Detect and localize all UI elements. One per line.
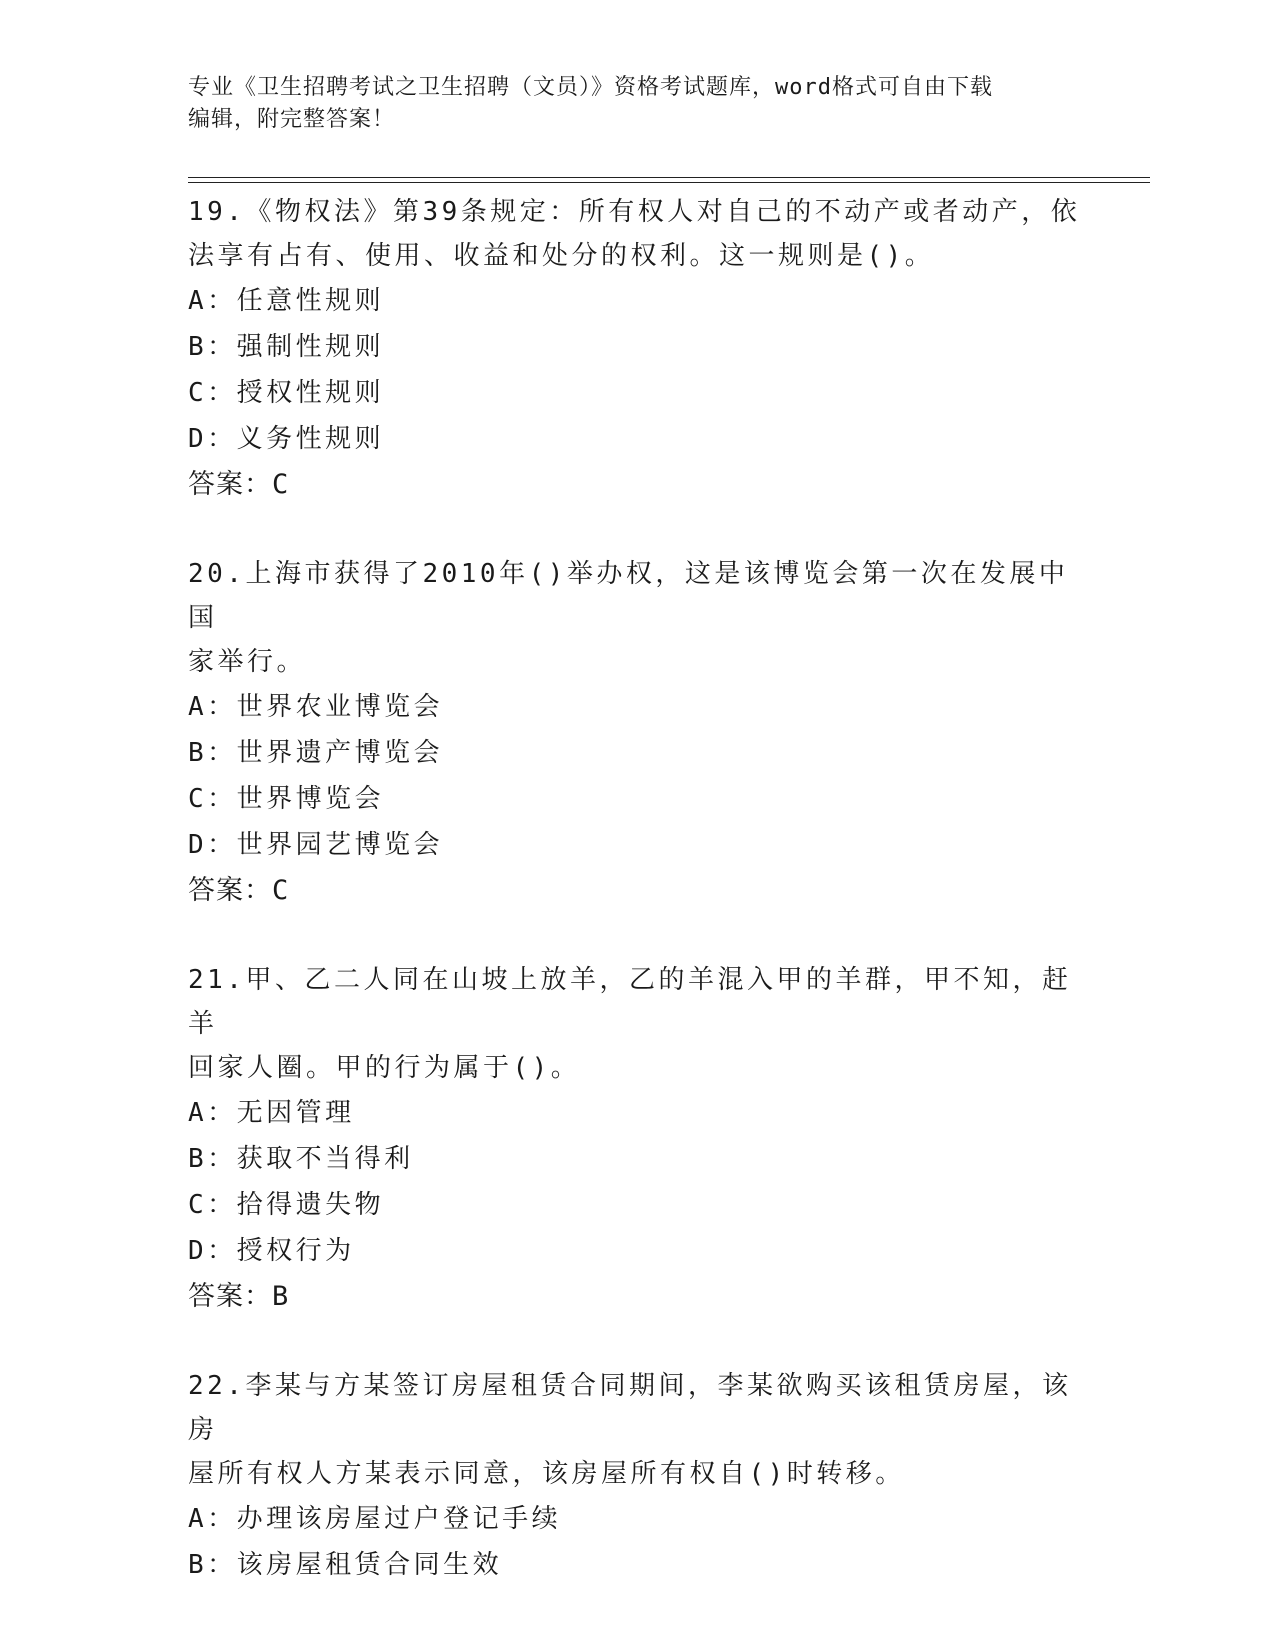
option-b: B：该房屋租赁合同生效 (188, 1550, 503, 1580)
option-d: D：义务性规则 (188, 424, 385, 454)
question-spacer (188, 914, 1088, 958)
question-spacer (188, 1320, 1088, 1364)
question-19 (188, 190, 1088, 508)
document-header (188, 72, 1088, 136)
option-a: A：办理该房屋过户登记手续 (188, 1504, 562, 1534)
question-stem-line: 21.甲、乙二人同在山坡上放羊，乙的羊混入甲的羊群，甲不知，赶羊 (188, 965, 1072, 1039)
option-b: B：获取不当得利 (188, 1144, 414, 1174)
answer: 答案：C (188, 469, 290, 500)
question-list (188, 190, 1088, 1588)
question-stem-line: 屋所有权人方某表示同意，该房屋所有权自()时转移。 (188, 1459, 905, 1489)
question-stem-line: 22.李某与方某签订房屋租赁合同期间，李某欲购买该租赁房屋，该房 (188, 1371, 1072, 1445)
option-d: D：授权行为 (188, 1236, 355, 1266)
header-line-2: 编辑，附完整答案！ (188, 107, 396, 132)
header-line-1: 专业《卫生招聘考试之卫生招聘（文员）》资格考试题库，word格式可自由下载 (188, 75, 993, 100)
option-a: A：无因管理 (188, 1098, 355, 1128)
option-d: D：世界园艺博览会 (188, 830, 444, 860)
option-c: C：世界博览会 (188, 784, 385, 814)
answer: 答案：B (188, 1281, 290, 1312)
question-stem-line: 家举行。 (188, 647, 307, 677)
option-a: A：世界农业博览会 (188, 692, 444, 722)
question-22 (188, 1364, 1088, 1588)
answer: 答案：C (188, 875, 290, 906)
question-stem-line: 回家人圈。甲的行为属于()。 (188, 1053, 581, 1083)
option-b: B：强制性规则 (188, 332, 385, 362)
option-c: C：授权性规则 (188, 378, 385, 408)
question-stem-line: 19.《物权法》第39条规定：所有权人对自己的不动产或者动产，依 (188, 197, 1081, 227)
header-rule-top (188, 177, 1150, 178)
question-20 (188, 552, 1088, 914)
question-stem-line: 法享有占有、使用、收益和处分的权利。这一规则是()。 (188, 241, 935, 271)
option-c: C：拾得遗失物 (188, 1190, 385, 1220)
question-21 (188, 958, 1088, 1320)
option-a: A：任意性规则 (188, 286, 385, 316)
question-stem-line: 20.上海市获得了2010年()举办权，这是该博览会第一次在发展中国 (188, 559, 1069, 633)
option-b: B：世界遗产博览会 (188, 738, 444, 768)
question-spacer (188, 508, 1088, 552)
header-rule-bottom (188, 182, 1150, 183)
